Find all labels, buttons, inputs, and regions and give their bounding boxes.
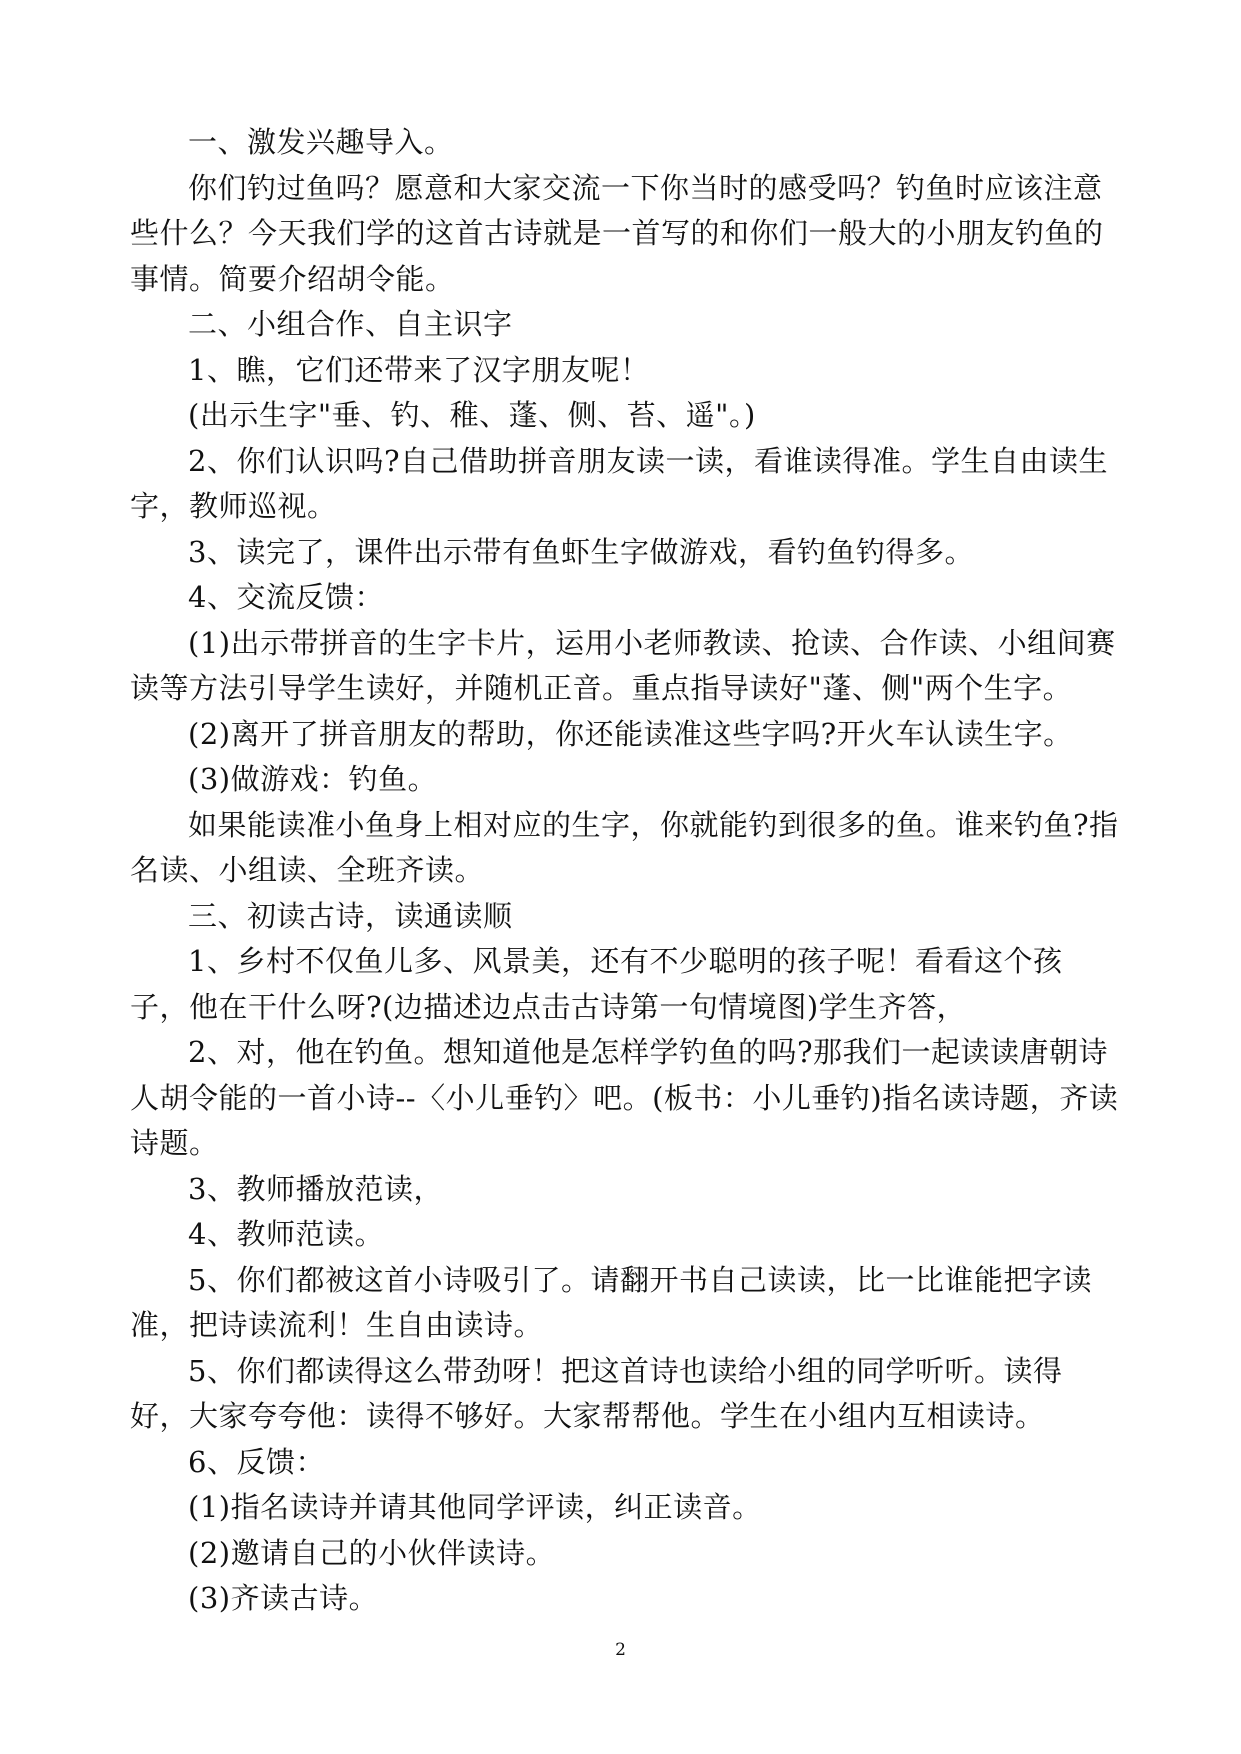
paragraph: (出示生字"垂、钓、稚、蓬、侧、苔、遥"。)	[188, 398, 756, 432]
paragraph: 4、交流反馈：	[188, 580, 384, 614]
paragraph: (2)邀请自己的小伙伴读诗。	[188, 1535, 556, 1570]
paragraph: 1、瞧，它们还带来了汉字朋友呢！	[188, 352, 650, 387]
paragraph: 6、反馈：	[188, 1444, 325, 1479]
paragraph: 3、教师播放范读，	[188, 1171, 443, 1206]
section-heading: 二、小组合作、自主识字	[188, 307, 513, 341]
paragraph: 5、你们都被这首小诗吸引了。请翻开书自己读读，比一比谁能把字读准，把诗读流利！生自由读诗。	[130, 1262, 1092, 1342]
paragraph: (3)齐读古诗。	[188, 1581, 379, 1615]
paragraph: 5、你们都读得这么带劲呀！把这首诗也读给小组的同学听听。读得好，大家夸夸他：读得不够好。大家帮帮他。学生在小组内互相读诗。	[130, 1353, 1063, 1433]
paragraph: (3)做游戏：钓鱼。	[188, 762, 438, 796]
paragraph: 2、你们认识吗?自己借助拼音朋友读一读，看谁读得准。学生自由读生字，教师巡视。	[130, 443, 1108, 523]
paragraph: 1、乡村不仅鱼儿多、风景美，还有不少聪明的孩子呢！看看这个孩子，他在干什么呀?(边描述边点击古诗第一句情境图)学生齐答，	[130, 944, 1063, 1024]
paragraph: (1)出示带拼音的生字卡片，运用小老师教读、抢读、合作读、小组间赛读等方法引导学生读好，并随机正音。重点指导读好"蓬、侧"两个生字。	[130, 625, 1116, 705]
paragraph: 4、教师范读。	[188, 1217, 384, 1251]
document-body	[130, 120, 1120, 1622]
paragraph: 你们钓过鱼吗？愿意和大家交流一下你当时的感受吗？钓鱼时应该注意些什么？今天我们学的这首古诗就是一首写的和你们一般大的小朋友钓鱼的事情。简要介绍胡令能。	[130, 170, 1104, 296]
section-heading: 一、激发兴趣导入。	[188, 125, 454, 159]
paragraph: 2、对，他在钓鱼。想知道他是怎样学钓鱼的吗?那我们一起读读唐朝诗人胡令能的一首小诗--〈小儿垂钓〉吧。(板书：小儿垂钓)指名读诗题，齐读诗题。	[130, 1035, 1119, 1160]
paragraph: 3、读完了，课件出示带有鱼虾生字做游戏，看钓鱼钓得多。	[188, 534, 974, 569]
page-number: 2	[615, 1640, 626, 1660]
paragraph: (2)离开了拼音朋友的帮助，你还能读准这些字吗?开火车认读生字。	[188, 716, 1073, 751]
section-heading: 三、初读古诗，读通读顺	[188, 898, 513, 933]
paragraph: 如果能读准小鱼身上相对应的生字，你就能钓到很多的鱼。谁来钓鱼?指名读、小组读、全班齐读。	[130, 807, 1119, 887]
paragraph: (1)指名读诗并请其他同学评读，纠正读音。	[188, 1490, 762, 1524]
